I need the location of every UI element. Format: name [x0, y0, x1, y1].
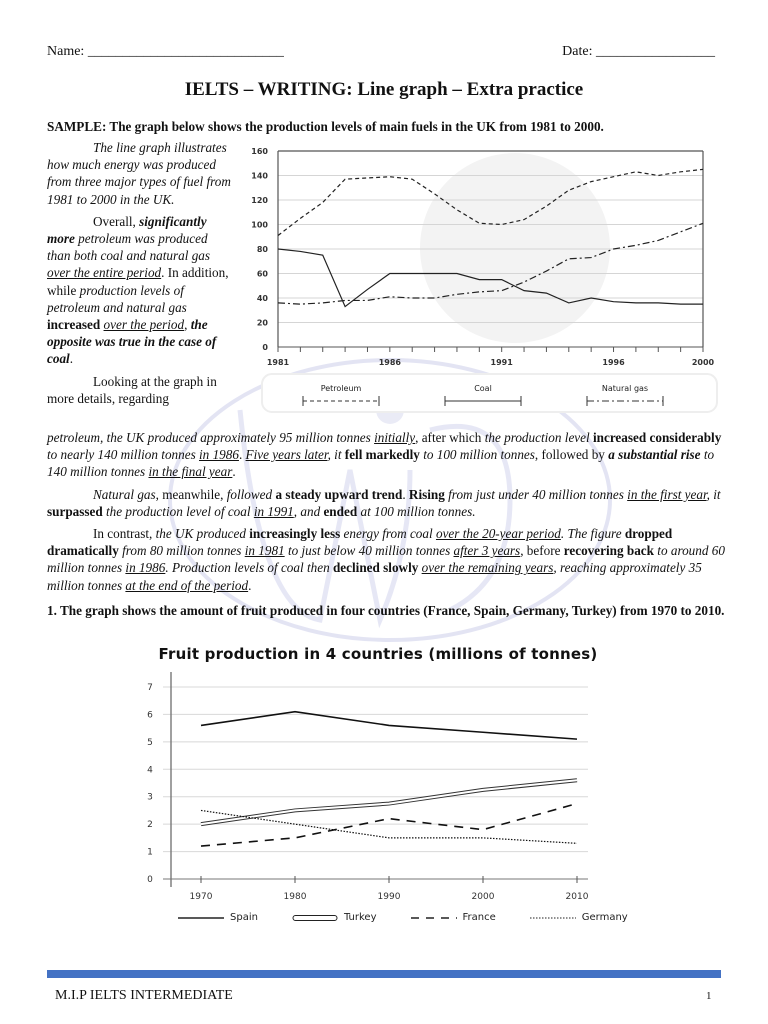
svg-text:1981: 1981	[266, 358, 290, 367]
gas-paragraph: Natural gas, meanwhile, followed a steady upward trend. Rising from just under 40 million tonnes in the first year, it surpassed the production level of coal in 1991, and ended at 100 million tonnes.	[47, 486, 721, 519]
legend-turkey: Turkey	[292, 912, 377, 923]
footer-text: M.I.P IELTS INTERMEDIATE	[55, 988, 233, 1003]
question-1-prompt: 1. The graph shows the amount of fruit produced in four countries (France, Spain, Germany, Turkey) from 1970 to 2010.	[47, 603, 725, 618]
svg-text:140: 140	[251, 171, 268, 181]
svg-text:1986: 1986	[378, 358, 401, 367]
sample-answer-side	[47, 139, 232, 407]
solid-line-swatch-icon	[178, 914, 224, 922]
svg-text:1980: 1980	[283, 892, 307, 902]
svg-text:1990: 1990	[377, 892, 401, 902]
svg-text:2000: 2000	[691, 358, 715, 367]
svg-text:40: 40	[256, 294, 268, 303]
dotted-line-swatch-icon	[530, 914, 576, 922]
legend-germany: Germany	[530, 912, 628, 923]
svg-text:Coal: Coal	[474, 384, 492, 393]
fruit-chart-title: Fruit production in 4 countries (millions of tonnes)	[158, 645, 598, 663]
svg-text:Petroleum: Petroleum	[320, 384, 362, 393]
svg-text:120: 120	[251, 196, 268, 205]
svg-text:160: 160	[251, 147, 268, 156]
name-field-label[interactable]: Name: ____________________________	[47, 44, 284, 59]
double-line-swatch-icon	[292, 914, 338, 922]
svg-text:2000: 2000	[471, 892, 495, 902]
dashed-line-swatch-icon	[411, 914, 457, 922]
coal-paragraph: In contrast, the UK produced increasingly less energy from coal over the 20-year period. The figure dropped dramatically from 80 million tonnes in 1981 to just below 40 million tonnes after 3 years, before recovering back to around 60 million tonnes in 1986. Production levels of coal then declined slowly over the remaining years, reaching approximately 35 million tonnes at the end of the period.	[47, 526, 725, 593]
svg-text:0: 0	[262, 343, 268, 352]
fruit-production-chart	[130, 670, 600, 910]
svg-text:1996: 1996	[602, 358, 625, 367]
footer-bar	[47, 970, 721, 978]
svg-text:80: 80	[256, 245, 268, 254]
legend-spain: Spain	[178, 912, 258, 923]
fruit-chart-legend	[178, 912, 628, 923]
legend-france: France	[411, 912, 496, 923]
svg-text:6: 6	[147, 710, 153, 721]
svg-text:Natural gas: Natural gas	[601, 384, 649, 393]
svg-text:5: 5	[147, 737, 153, 748]
overview-paragraph: Overall, significantly more petroleum was produced than both coal and natural gas over the entire period. In addition, while production levels of petroleum and natural gas increased over the period, the opposite was true in the case of coal.	[47, 213, 229, 367]
svg-text:20: 20	[256, 318, 268, 328]
svg-text:3: 3	[147, 792, 153, 803]
name-date-row	[47, 44, 715, 60]
page-title: IELTS – WRITING: Line graph – Extra practice	[184, 79, 584, 100]
svg-text:1: 1	[147, 847, 153, 858]
sample-answer-full	[47, 429, 725, 599]
fruit-chart-svg	[130, 670, 600, 910]
fuel-chart-svg	[240, 138, 730, 418]
svg-text:2: 2	[147, 820, 153, 831]
svg-text:1991: 1991	[490, 358, 513, 367]
svg-text:0: 0	[147, 875, 153, 885]
svg-text:100: 100	[251, 220, 268, 230]
svg-text:60: 60	[256, 269, 268, 279]
svg-text:7: 7	[147, 683, 153, 693]
petroleum-paragraph: petroleum, the UK produced approximately 95 million tonnes initially, after which the production level increased considerably to nearly 140 million tonnes in 1986. Five years later, it fell markedly to 100 million tonnes, followed by a substantial rise to 140 million tonnes in the final year.	[47, 430, 722, 480]
svg-text:4: 4	[147, 765, 153, 776]
sample-prompt: SAMPLE: The graph below shows the production levels of main fuels in the UK from 1981 to 2000.	[47, 119, 604, 134]
detail-intro: Looking at the graph in more details, regarding	[47, 373, 217, 406]
page-number: 1	[706, 990, 712, 1002]
svg-text:1970: 1970	[189, 892, 213, 902]
svg-text:2010: 2010	[565, 892, 589, 902]
fuel-production-chart	[240, 138, 730, 418]
date-field-label[interactable]: Date: _________________	[562, 44, 715, 59]
intro-paragraph: The line graph illustrates how much energy was produced from three major types of fuel from 1981 to 2000 in the UK.	[47, 140, 231, 207]
